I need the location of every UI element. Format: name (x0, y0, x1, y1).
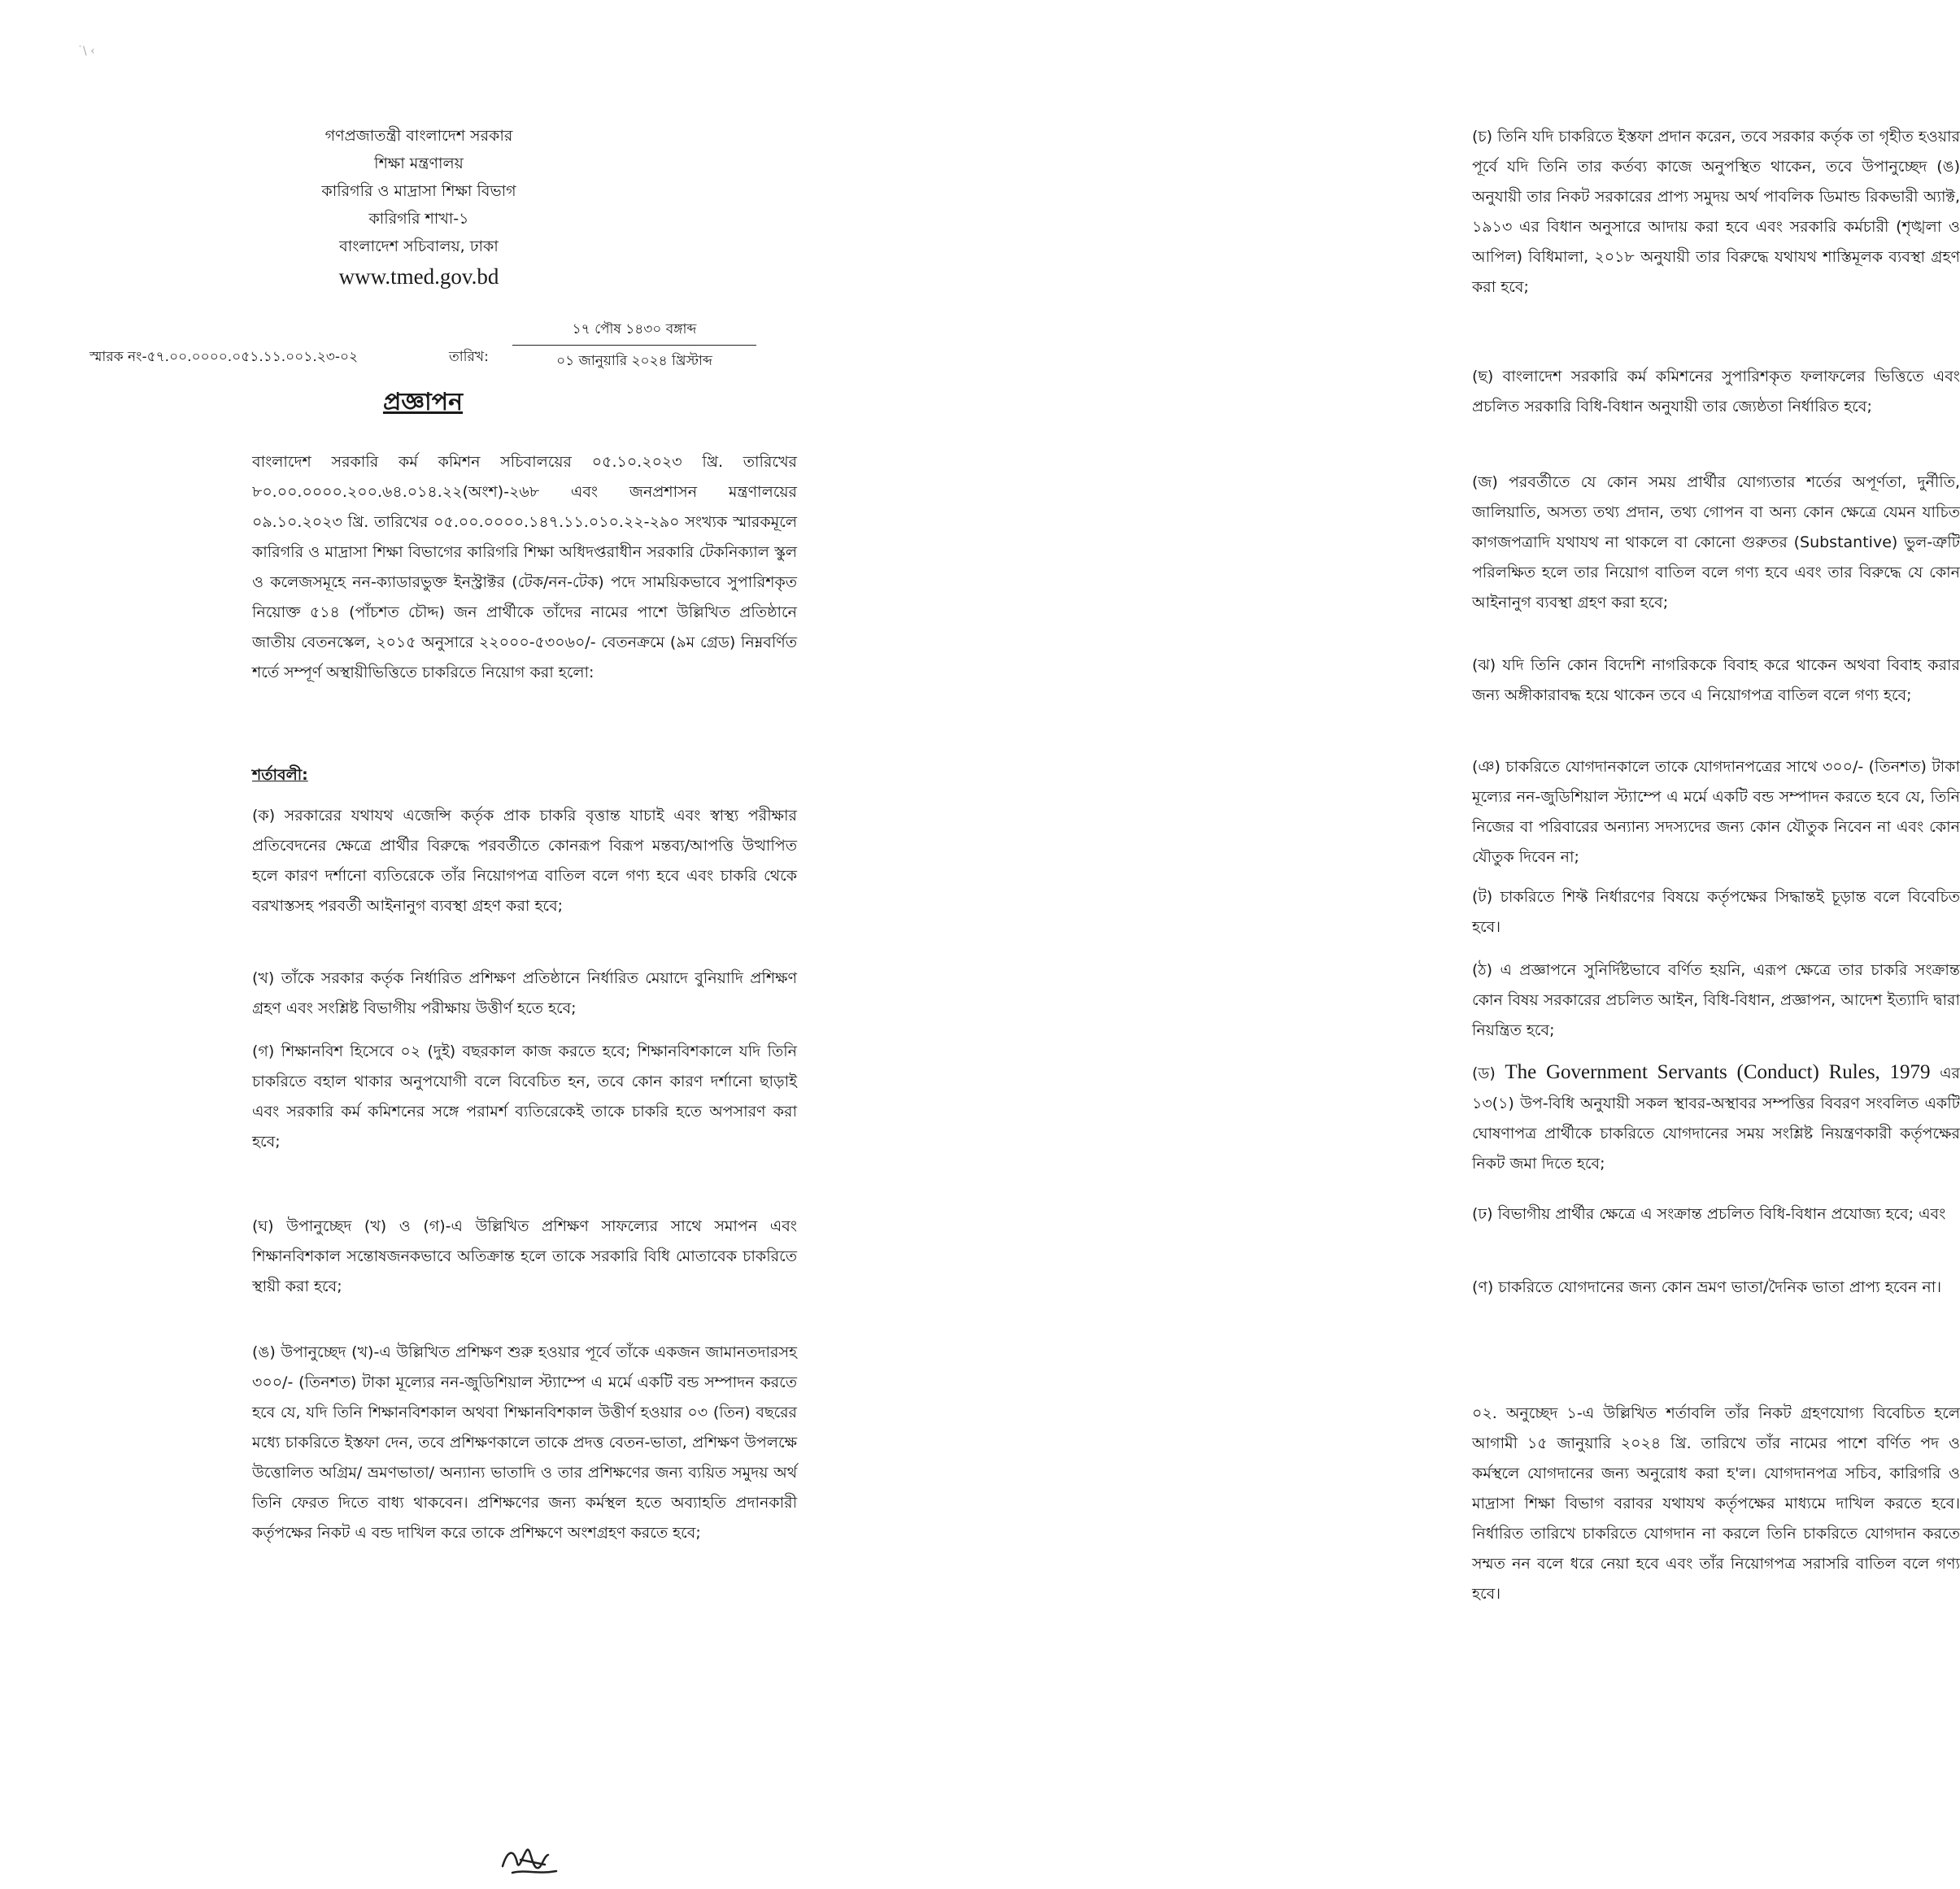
condition-na: (ণ) চাকরিতে যোগদানের জন্য কোন ভ্রমণ ভাতা/দৈনিক ভাতা প্রাপ্য হবেন না। (1472, 1278, 1942, 1296)
conditions-heading: শর্তাবলী: (252, 766, 308, 784)
condition-ta: (ট) চাকরিতে শিফ্ট নির্ধারণের বিষয়ে কর্তৃপক্ষের সিদ্ধান্তই চূড়ান্ত বলে বিবেচিত হবে। (1472, 888, 1960, 936)
condition-kha: (খ) তাঁকে সরকার কর্তৃক নির্ধারিত প্রশিক্ষণ প্রতিষ্ঠানে নির্ধারিত মেয়াদে বুনিয়াদি প্রশিক্ষণ গ্রহণ এবং সংশ্লিষ্ট বিভাগীয় পরীক্ষায় উত্তীর্ণ হতে হবে; (252, 969, 797, 1017)
condition-jha: (ঝ) যদি তিনি কোন বিদেশি নাগরিককে বিবাহ করে থাকেন অথবা বিবাহ করার জন্য অঙ্গীকারাবদ্ধ হয়ে থাকেন তবে এ নিয়োগপত্র বাতিল বলে গণ্য হবে; (1472, 656, 1960, 704)
condition-chha: (ছ) বাংলাদেশ সরকারি কর্ম কমিশনের সুপারিশকৃত ফলাফলের ভিত্তিতে এবং প্রচলিত সরকারি বিধি-বিধান অনুযায়ী তার জ্যেষ্ঠতা নির্ধারিত হবে; (1472, 368, 1960, 416)
condition-ja: (জ) পরবর্তীতে যে কোন সময় প্রার্থীর যোগ্যতার শর্তের অপূর্ণতা, দুর্নীতি, জালিয়াতি, অসত্য তথ্য প্রদান, তথ্য গোপন বা অন্য কোন ক্ষেত্রে যেমন যাচিত কাগজপত্রাদি যথাযথ না থাকলে বা কোনো গুরুতর (Substantive) ভুল-ত্রুটি পরিলক্ষিত হলে তার নিয়োগ বাতিল বলে গণ্য হবে এবং তার বিরুদ্ধে যে কোন আইনানুগ ব্যবস্থা গ্রহণ করা হবে; (1472, 473, 1960, 612)
scan-mark: ˙\ ‹ (77, 45, 95, 58)
condition-tha: (ঠ) এ প্রজ্ঞাপনে সুনির্দিষ্টভাবে বর্ণিত হয়নি, এরূপ ক্ষেত্রে তার চাকরি সংক্রান্ত কোন বিষয় সরকারের প্রচলিত আইন, বিধি-বিধান, প্রজ্ঞাপন, আদেশ ইত্যাদি দ্বারা নিয়ন্ত্রিত হবে; (1472, 961, 1960, 1039)
memo-row (89, 317, 712, 382)
date-label: তারিখ: (449, 349, 489, 365)
document-title: প্রজ্ঞাপন (382, 388, 464, 416)
condition-da-text: এর ১৩(১) উপ-বিধি অনুযায়ী সকল স্থাবর-অস্থাবর সম্পত্তির বিবরণ সংবলিত একটি ঘোষণাপত্র প্রার্থীকে চাকরিতে যোগদানের সময় সংশ্লিষ্ট নিয়ন্ত্রণকারী কর্তৃপক্ষের নিকট জমা দিতে হবে; (1472, 1064, 1960, 1173)
condition-umo: (ঙ) উপানুচ্ছেদ (খ)-এ উল্লিখিত প্রশিক্ষণ শুরু হওয়ার পূর্বে তাঁকে একজন জামানতদারসহ ৩০০/- (তিনশত) টাকা মূল্যের নন-জুডিশিয়াল স্ট্যাম্পে এ মর্মে একটি বন্ড সম্পাদন করতে হবে যে, যদি তিনি শিক্ষানবিশকাল অথবা শিক্ষানবিশকাল উত্তীর্ণ হওয়ার ০৩ (তিন) বছরের মধ্যে চাকরিতে ইস্তফা দেন, তবে প্রশিক্ষণকালে তাকে প্রদত্ত বেতন-ভাতা, প্রশিক্ষণ উপলক্ষে উত্তোলিত অগ্রিম/ ভ্রমণভাতা/ অন্যান্য ভাতাদি ও তার প্রশিক্ষণের জন্য ব্যয়িত সমুদয় অর্থ তিনি ফেরত দিতে বাধ্য থাকবেন। প্রশিক্ষণের জন্য কর্মস্থল হতে অব্যাহতি প্রদানকারী কর্তৃপক্ষের নিকট এ বন্ড দাখিল করে তাকে প্রশিক্ষণে অংশগ্রহণ করতে হবে; (252, 1343, 797, 1542)
condition-da-prefix: (ড) (1472, 1064, 1496, 1082)
date-divider (512, 345, 756, 346)
condition-cha: (চ) তিনি যদি চাকরিতে ইস্তফা প্রদান করেন, তবে সরকার কর্তৃক তা গৃহীত হওয়ার পূর্বে যদি তিনি তার কর্তব্য কাজে অনুপস্থিত থাকেন, তবে উপানুচ্ছেদ (ঙ) অনুযায়ী তার নিকট সরকারের প্রাপ্য সমুদয় অর্থ পাবলিক ডিমান্ড রিকভারী অ্যাক্ট, ১৯১৩ এর বিধান অনুসারে আদায় করা হবে এবং সরকারি কর্মচারী (শৃঙ্খলা ও আপিল) বিধিমালা, ২০১৮ অনুযায়ী তার বিরুদ্ধে যথাযথ শাস্তিমূলক ব্যবস্থা গ্রহণ করা হবে; (1472, 128, 1960, 296)
date-english: ০১ জানুয়ারি ২০২৪ খ্রিস্টাব্দ (556, 353, 712, 369)
condition-da (1472, 1057, 1960, 1179)
condition-dha: (ঢ) বিভাগীয় প্রার্থীর ক্ষেত্রে এ সংক্রান্ত প্রচলিত বিধি-বিধান প্রযোজ্য হবে; এবং (1472, 1205, 1946, 1223)
letterhead-division: কারিগরি ও মাদ্রাসা শিক্ষা বিভাগ (321, 182, 516, 200)
condition-da-rules: The Government Servants (Conduct) Rules, 1979 (1505, 1061, 1931, 1083)
letterhead-address: বাংলাদেশ সচিবালয়, ঢাকা (339, 237, 499, 255)
letterhead (244, 122, 594, 293)
memo-number: স্মারক নং-৫৭.০০.০০০০.০৫১.১১.০০১.২৩-০২ (89, 349, 359, 365)
condition-nya: (ঞ) চাকরিতে যোগদানকালে তাকে যোগদানপত্রের সাথে ৩০০/- (তিনশত) টাকা মূল্যের নন-জুডিশিয়াল স্ট্যাম্পে এ মর্মে একটি বন্ড সম্পাদন করতে হবে যে, তিনি নিজের বা পরিবারের অন্যান্য সদস্যদের জন্য কোন যৌতুক নিবেন না এবং কোন যৌতুক দিবেন না; (1472, 758, 1960, 866)
condition-ga: (গ) শিক্ষানবিশ হিসেবে ০২ (দুই) বছরকাল কাজ করতে হবে; শিক্ষানবিশকালে যদি তিনি চাকরিতে বহাল থাকার অনুপযোগী বলে বিবেচিত হন, তবে কোন কারণ দর্শানো ছাড়াই এবং সরকারি কর্ম কমিশনের সঙ্গে পরামর্শ ব্যতিরেকেই তাকে চাকরি হতে অপসারণ করা হবে; (252, 1042, 797, 1151)
letterhead-branch: কারিগরি শাখা-১ (368, 210, 469, 228)
date-bangla: ১৭ পৌষ ১৪৩০ বঙ্গাব্দ (572, 321, 697, 337)
letterhead-ministry: শিক্ষা মন্ত্রণালয় (374, 155, 464, 172)
paragraph-02: ০২. অনুচ্ছেদ ১-এ উল্লিখিত শর্তাবলি তাঁর নিকট গ্রহণযোগ্য বিবেচিত হলে আগামী ১৫ জানুয়ারি ২০২৪ খ্রি. তারিখে তাঁর নামের পাশে বর্ণিত পদ ও কর্মস্থলে যোগদানের জন্য অনুরোধ করা হ'ল। যোগদানপত্র সচিব, কারিগরি ও মাদ্রাসা শিক্ষা বিভাগ বরাবর যথাযথ কর্তৃপক্ষের মাধ্যমে দাখিল করতে হবে। নির্ধারিত তারিখে চাকরিতে যোগদান না করলে তিনি চাকরিতে যোগদান করতে সম্মত নন বলে ধরে নেয়া হবে এবং তাঁর নিয়োগপত্র সরাসরি বাতিল বলে গণ্য হবে। (1472, 1404, 1960, 1603)
date-box (512, 317, 756, 373)
letterhead-website: www.tmed.gov.bd (338, 264, 499, 289)
condition-gha: (ঘ) উপানুচ্ছেদ (খ) ও (গ)-এ উল্লিখিত প্রশিক্ষণ সাফল্যের সাথে সমাপন এবং শিক্ষানবিশকাল সন্তোষজনকভাবে অতিক্রান্ত হলে তাকে সরকারি বিধি মোতাবেক চাকরিতে স্থায়ী করা হবে; (252, 1217, 797, 1295)
letterhead-government: গণপ্রজাতন্ত্রী বাংলাদেশ সরকার (324, 127, 513, 145)
intro-paragraph: বাংলাদেশ সরকারি কর্ম কমিশন সচিবালয়ের ০৫.১০.২০২৩ খ্রি. তারিখের ৮০.০০.০০০০.২০০.৬৪.০১৪.২২(অংশ)-২৬৮ এবং জনপ্রশাসন মন্ত্রণালয়ের ০৯.১০.২০২৩ খ্রি. তারিখের ০৫.০০.০০০০.১৪৭.১১.০১০.২২-২৯০ সংখ্যক স্মারকমূলে কারিগরি ও মাদ্রাসা শিক্ষা বিভাগের কারিগরি শিক্ষা অধিদপ্তরাধীন সরকারি টেকনিক্যাল স্কুল ও কলেজসমূহে নন-ক্যাডারভুক্ত ইনস্ট্রাক্টর (টেক/নন-টেক) পদে সাময়িকভাবে সুপারিশকৃত নিয়োক্ত ৫১৪ (পাঁচশত চৌদ্দ) জন প্রার্থীকে তাঁদের নামের পাশে উল্লিখিত প্রতিষ্ঠানে জাতীয় বেতনস্কেল, ২০১৫ অনুসারে ২২০০০-৫৩০৬০/- বেতনক্রমে (৯ম গ্রেড) নিম্নবর্ণিত শর্তে সম্পূর্ণ অস্থায়ীভিত্তিতে চাকরিতে নিয়োগ করা হলো: (252, 453, 797, 681)
signature-initial (496, 1842, 561, 1878)
condition-ka: (ক) সরকারের যথাযথ এজেন্সি কর্তৃক প্রাক চাকরি বৃত্তান্ত যাচাই এবং স্বাস্থ্য পরীক্ষার প্রতিবেদনের ক্ষেত্রে প্রার্থীর বিরুদ্ধে পরবর্তীতে কোনরূপ বিরূপ মন্তব্য/আপত্তি উত্থাপিত হলে কারণ দর্শানো ব্যতিরেকে তাঁর নিয়োগপত্র বাতিল বলে গণ্য হবে এবং চাকরি থেকে বরখাস্তসহ পরবর্তী আইনানুগ ব্যবস্থা গ্রহণ করা হবে; (252, 807, 797, 915)
